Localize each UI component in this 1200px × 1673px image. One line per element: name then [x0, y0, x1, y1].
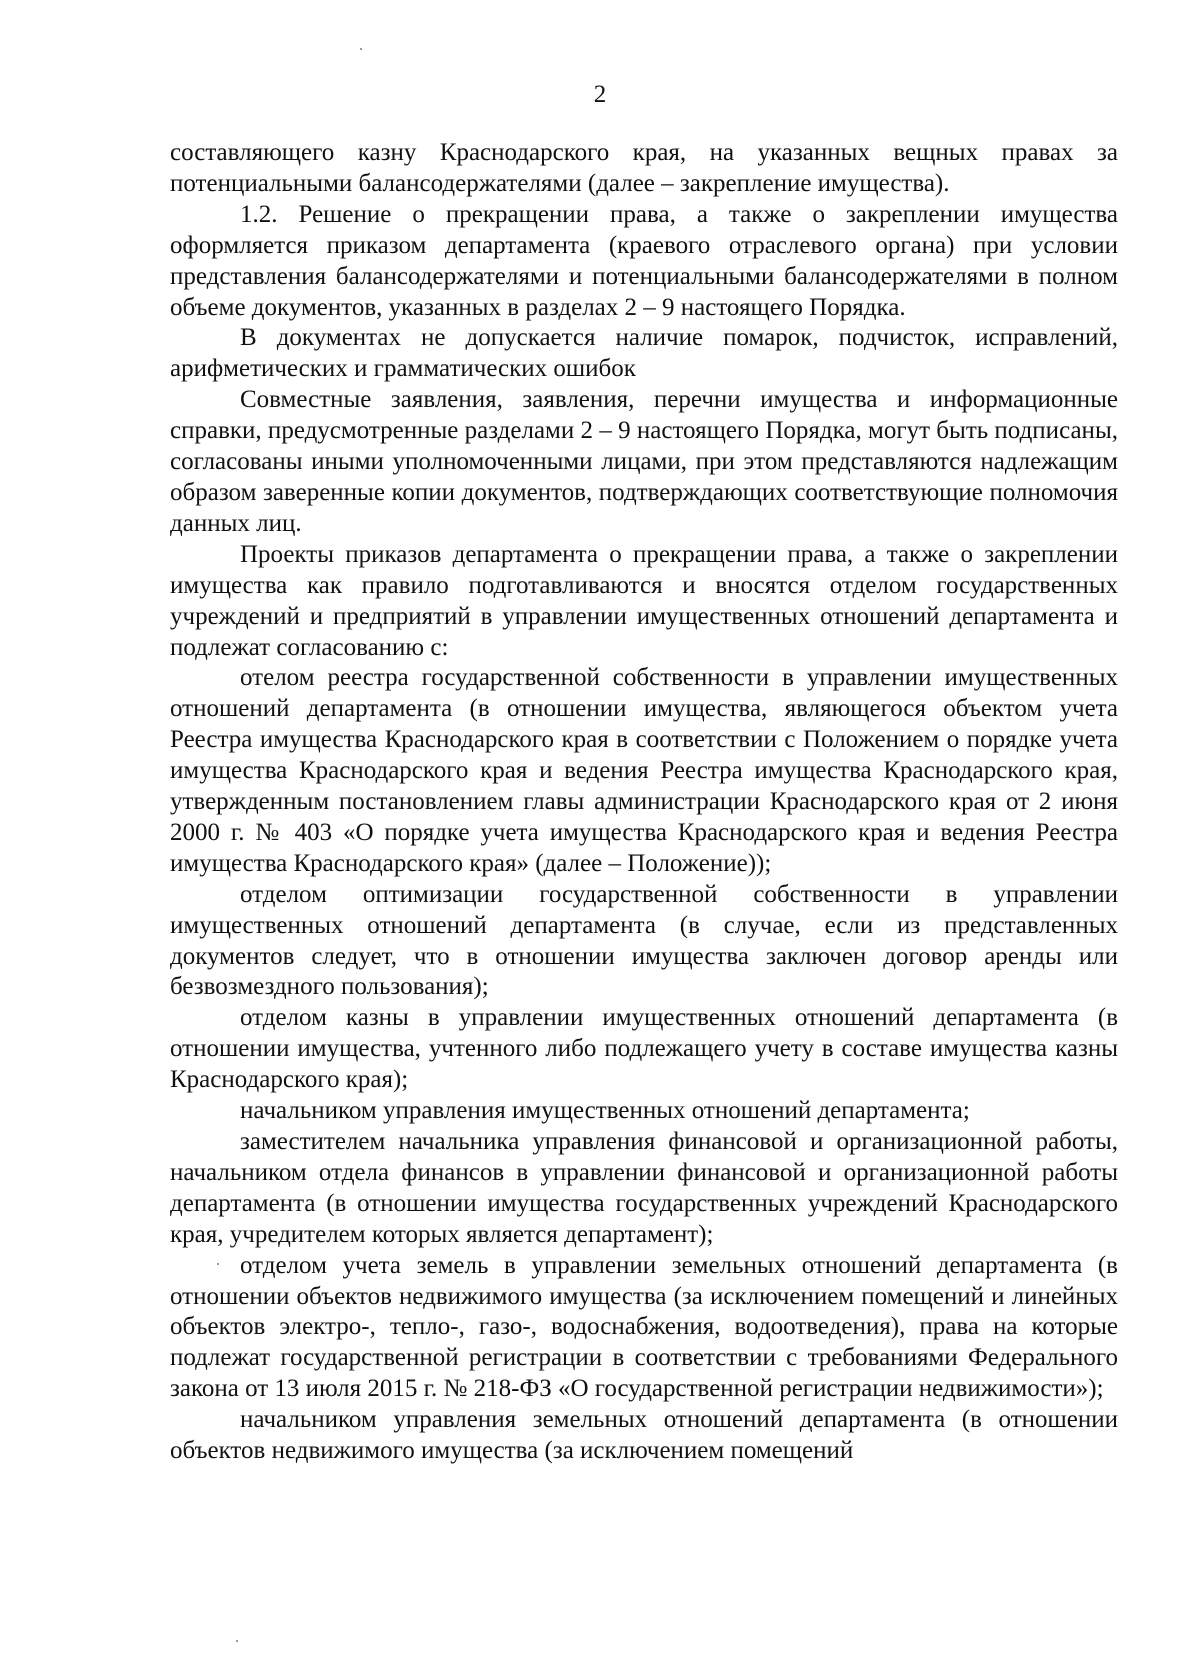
paragraph: Совместные заявления, заявления, перечни имущества и информационные справки, предусмотренные разделами 2 – 9 настоящего Порядка, могут быть подписаны, согласованы иными уполномоченными лицами, при этом представляются надлежащим образом заверенные копии документов, подтверждающих соответствующие полномочия данных лиц. — [170, 386, 1118, 537]
page-number: 2 — [593, 81, 607, 108]
paragraph: отделом учета земель в управлении земельных отношений департамента (в отношении объектов недвижимого имущества (за исключением помещений и линейных объектов электро-, тепло-, газо-, водоснабжения, водоотведения), права на которые подлежат государственной регистрации в соответствии с требованиями Федерального закона от 13 июля 2015 г. № 218-ФЗ «О государственной регистрации недвижимости»); — [170, 1251, 1118, 1403]
paragraph: заместителем начальника управления финансовой и организационной работы, начальником отдела финансов в управлении финансовой и организационной работы департамента (в отношении имущества государственных учреждений Краснодарского края, учредителем которых является департамент); — [170, 1128, 1118, 1248]
paragraph: отделом оптимизации государственной собственности в управлении имущественных отношений департамента (в случае, если из представленных документов следует, что в отношении имущества заключен договор аренды или безвозмездного пользования); — [170, 880, 1118, 1001]
document-body — [170, 138, 1118, 1467]
paragraph: отелом реестра государственной собственности в управлении имущественных отношений департамента (в отношении имущества, являющегося объектом учета Реестра имущества Краснодарского края в соответствии с Положением о порядке учета имущества Краснодарского края и ведения Реестра имущества Краснодарского края, утвержденным постановлением главы администрации Краснодарского края от 2 июня 2000 г. № 403 «О порядке учета имущества Краснодарского края и ведения Реестра имущества Краснодарского края» (далее – Положение)); — [170, 664, 1118, 877]
paragraph: Проекты приказов департамента о прекращении права, а также о закреплении имущества как правило подготавливаются и вносятся отделом государственных учреждений и предприятий в управлении имущественных отношений департамента и подлежат согласованию с: — [170, 540, 1118, 661]
paragraph: В документах не допускается наличие помарок, подчисток, исправлений, арифметических и грамматических ошибок — [170, 324, 1118, 383]
paragraph: составляющего казну Краснодарского края, на указанных вещных правах за потенциальными балансодержателями (далее – закрепление имущества). — [170, 139, 1118, 197]
paragraph: начальником управления земельных отношений департамента (в отношении объектов недвижимого имущества (за исключением помещений — [170, 1406, 1118, 1465]
scan-speck — [360, 48, 362, 50]
scan-speck — [236, 1640, 238, 1642]
paragraph: начальником управления имущественных отношений департамента; — [240, 1097, 970, 1125]
paragraph: отделом казны в управлении имущественных отношений департамента (в отношении имущества, учтенного либо подлежащего учету в составе имущества казны Краснодарского края); — [170, 1004, 1118, 1094]
paragraph: 1.2. Решение о прекращении права, а также о закреплении имущества оформляется приказом департамента (краевого отраслевого органа) при условии представления балансодержателями и потенциальными балансодержателями в полном объеме документов, указанных в разделах 2 – 9 настоящего Порядка. — [170, 200, 1118, 321]
